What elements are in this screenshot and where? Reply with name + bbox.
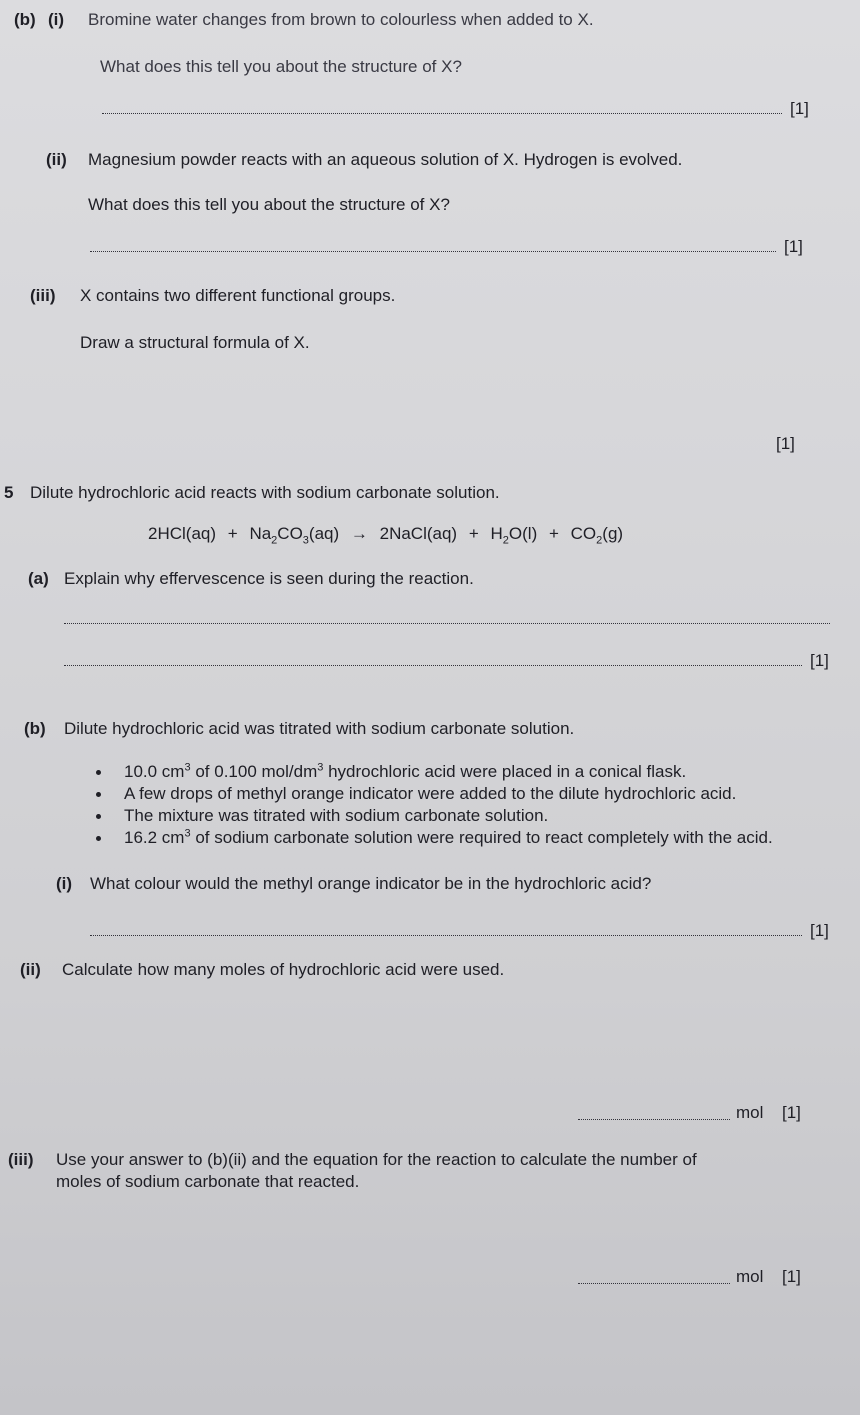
- answer-line[interactable]: [102, 113, 782, 114]
- equation-term: $CO_2(g)$: [570, 524, 624, 547]
- answer-line[interactable]: [64, 665, 802, 666]
- drawing-area[interactable]: [80, 360, 770, 430]
- bullet-point: [96, 792, 101, 797]
- question-text: What colour would the methyl orange indicator be in the hydrochloric acid?: [90, 874, 652, 893]
- plus-sign: +: [548, 524, 559, 543]
- mark-allocation: [1]: [776, 434, 795, 453]
- plus-sign: +: [227, 524, 238, 543]
- question-text: Draw a structural formula of X.: [80, 333, 310, 352]
- mark-allocation: [1]: [810, 921, 829, 940]
- bullet-text: The mixture was titrated with sodium carbonate solution.: [124, 806, 549, 825]
- subpart-label: (ii): [20, 960, 41, 979]
- mark-allocation: [1]: [782, 1267, 801, 1286]
- bullet-point: [96, 770, 101, 775]
- unit-label: mol: [736, 1267, 764, 1286]
- subpart-label: (i): [48, 10, 65, 29]
- question-text: Dilute hydrochloric acid was titrated with sodium carbonate solution.: [64, 719, 575, 738]
- answer-line[interactable]: [64, 623, 830, 624]
- answer-line[interactable]: [578, 1119, 730, 1120]
- mark-allocation: [1]: [784, 237, 803, 256]
- mark-allocation: [1]: [810, 651, 829, 670]
- question-text: Magnesium powder reacts with an aqueous solution of X. Hydrogen is evolved.: [88, 150, 683, 169]
- question-text: X contains two different functional groups.: [80, 286, 396, 305]
- mark-allocation: [1]: [782, 1103, 801, 1122]
- bullet-point: [96, 836, 101, 841]
- working-area[interactable]: [56, 1200, 796, 1260]
- equation-term: 2NaCl(aq): [379, 524, 458, 543]
- equation-term: $Na_2CO_3(aq)$: [249, 524, 340, 547]
- mark-allocation: [1]: [790, 99, 809, 118]
- question-text: Calculate how many moles of hydrochloric acid were used.: [62, 960, 505, 979]
- bullet-text: 16.2 $cm^3$ of sodium carbonate solution were required to react completely with the acid.: [124, 827, 773, 847]
- answer-line[interactable]: [90, 935, 802, 936]
- question-number: 5: [4, 483, 14, 502]
- part-label: (b): [24, 719, 46, 738]
- bullet-text: A few drops of methyl orange indicator were added to the dilute hydrochloric acid.: [124, 784, 737, 803]
- part-label: (a): [28, 569, 49, 588]
- answer-line[interactable]: [90, 251, 776, 252]
- reaction-arrow: →: [350, 524, 368, 543]
- plus-sign: +: [468, 524, 479, 543]
- working-area[interactable]: [62, 990, 802, 1090]
- part-label: (b): [14, 10, 36, 29]
- equation-term: $H_2O(l)$: [490, 524, 538, 547]
- question-text: Explain why effervescence is seen during the reaction.: [64, 569, 474, 588]
- question-text: What does this tell you about the structure of X?: [88, 195, 450, 214]
- chemical-equation: [148, 524, 624, 547]
- equation-term: 2HCl(aq): [148, 524, 217, 543]
- subpart-label: (ii): [46, 150, 67, 169]
- question-text: Use your answer to (b)(ii) and the equation for the reaction to calculate the number of: [56, 1150, 697, 1169]
- unit-label: mol: [736, 1103, 764, 1122]
- question-text: Bromine water changes from brown to colourless when added to X.: [88, 10, 594, 29]
- subpart-label: (iii): [30, 286, 56, 305]
- subpart-label: (i): [56, 874, 73, 893]
- subpart-label: (iii): [8, 1150, 34, 1169]
- bullet-text: 10.0 $cm^3$ of 0.100 mol/$dm^3$ hydrochloric acid were placed in a conical flask.: [124, 761, 687, 781]
- answer-line[interactable]: [578, 1283, 730, 1284]
- question-text: What does this tell you about the structure of X?: [100, 57, 462, 76]
- question-text: moles of sodium carbonate that reacted.: [56, 1172, 360, 1191]
- question-text: Dilute hydrochloric acid reacts with sodium carbonate solution.: [30, 483, 500, 502]
- bullet-point: [96, 814, 101, 819]
